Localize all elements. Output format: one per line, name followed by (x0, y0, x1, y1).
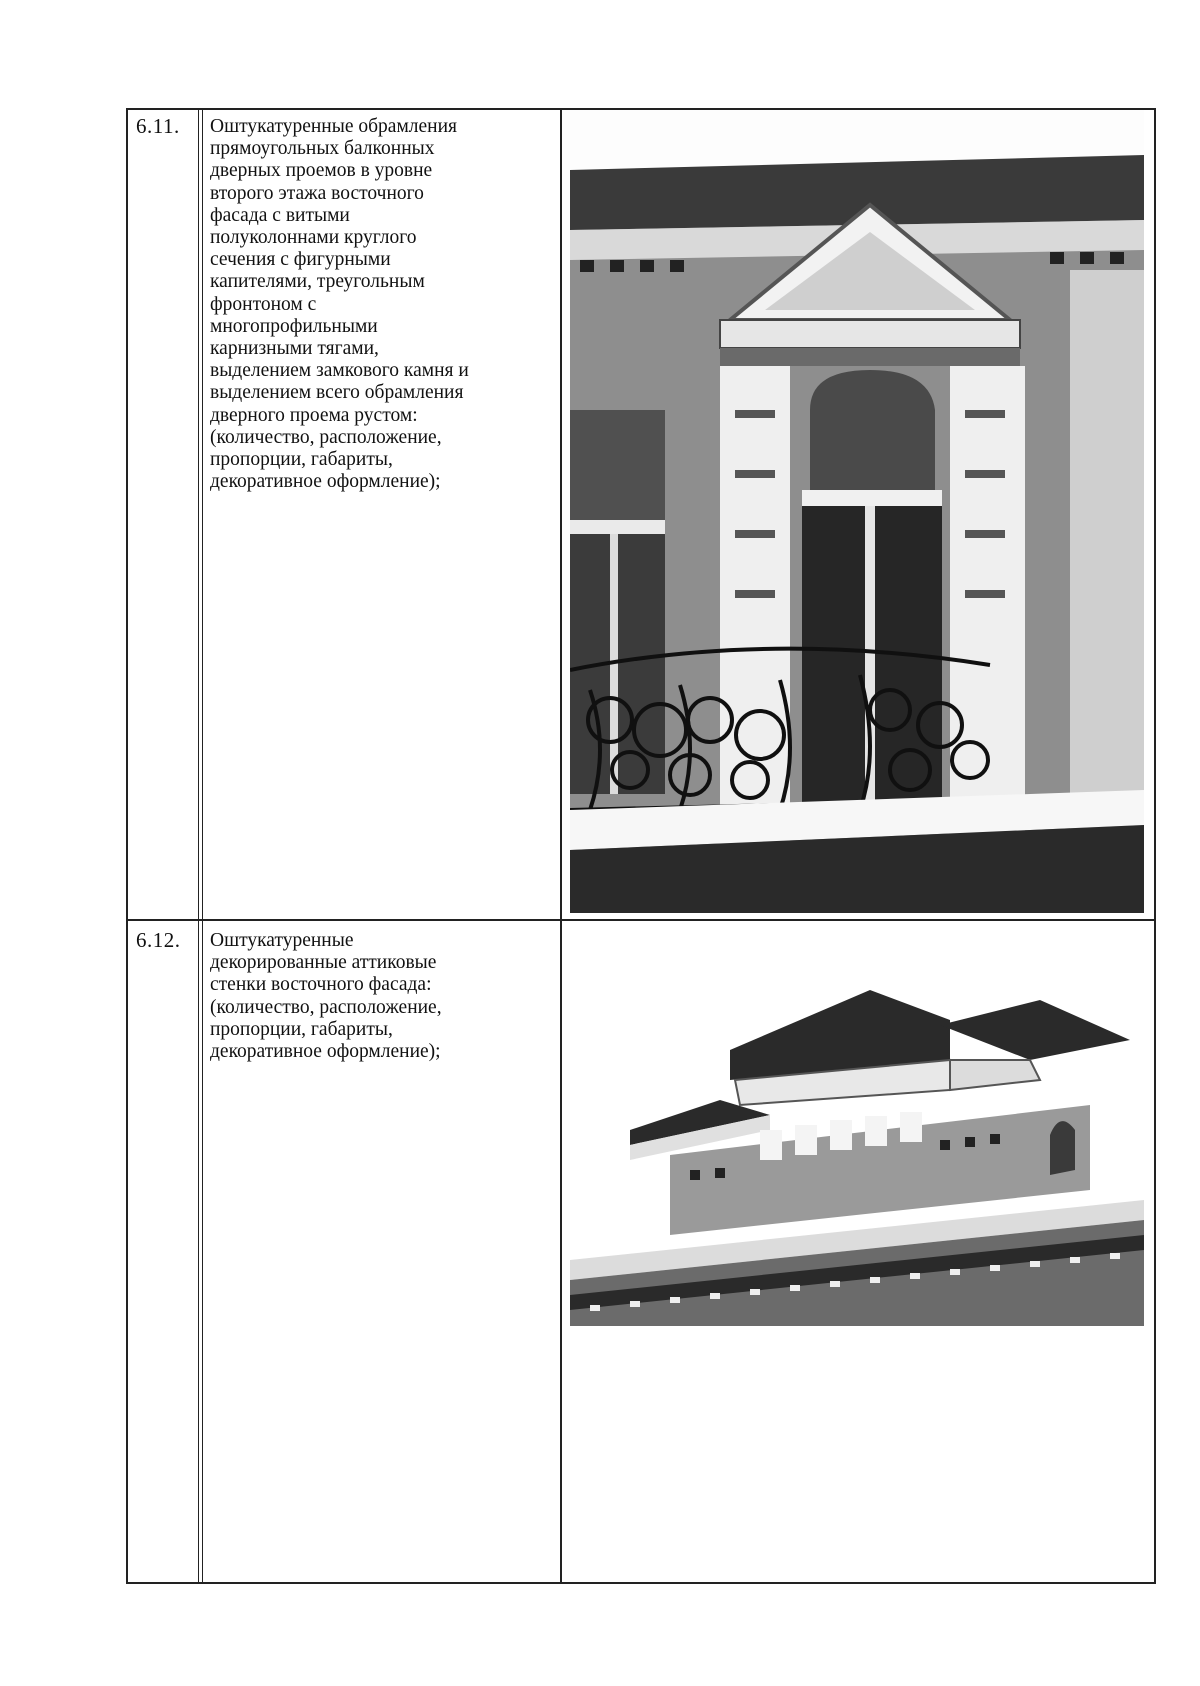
row-number: 6.11. (136, 114, 180, 138)
column-separator-2 (560, 108, 562, 1584)
table-border-left (126, 108, 128, 1584)
row-description: Оштукатуренные декорированные аттиковые стенки восточного фасада: (количество, расположение, пропорции, габариты, декоративное оформление); (210, 930, 442, 1063)
row-separator (126, 919, 1156, 921)
photo-balcony-door-frame (570, 110, 1144, 913)
table-border-right (1154, 108, 1156, 1584)
row-number: 6.12. (136, 928, 181, 952)
column-separator-1b (202, 108, 203, 1584)
column-separator-1 (198, 108, 199, 1584)
table-border-bottom (126, 1582, 1156, 1584)
row-description: Оштукатуренные обрамления прямоугольных балконных дверных проемов в уровне второго этажа восточного фасада с витыми полуколоннами круглого сечения с фигурными капителями, треугольным фронтоном с многопрофильными карнизными тягами, выделением замкового камня и выделением всего обрамления дверного проема рустом: (количество, расположение, пропорции, габариты, декоративное оформление); (210, 116, 469, 493)
objects-table (126, 108, 1156, 1584)
photo-attic-wall (570, 930, 1144, 1326)
